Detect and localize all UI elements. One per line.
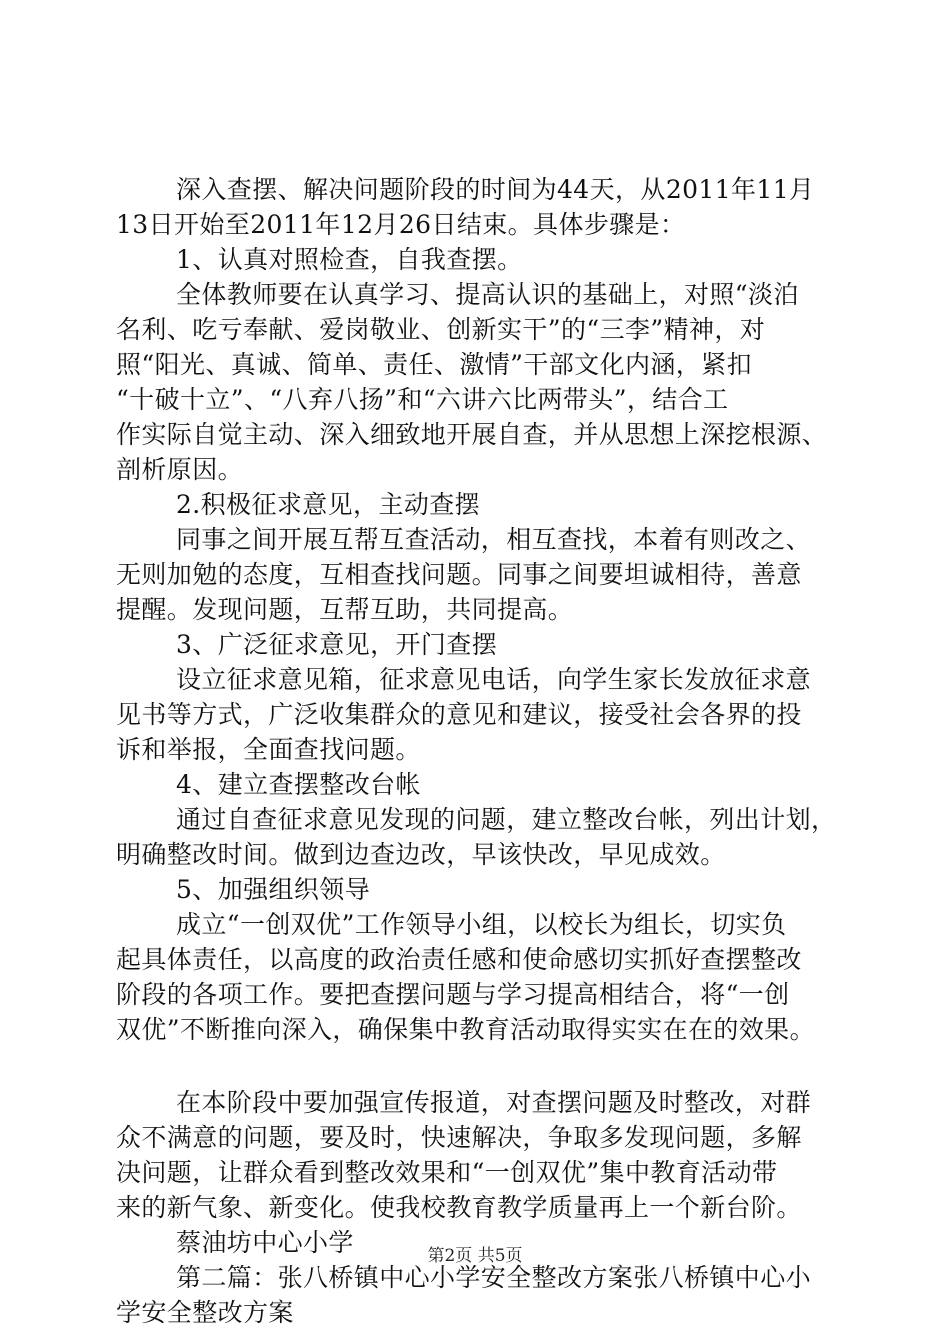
text-line: 2.积极征求意见，主动查摆	[176, 490, 481, 519]
text-line: 提醒。发现问题，互帮互助，共同提高。	[116, 595, 574, 624]
text-line: 阶段的各项工作。要把查摆问题与学习提高相结合，将“一创	[116, 980, 790, 1009]
text-line: 众不满意的问题，要及时，快速解决，争取多发现问题，多解	[116, 1123, 802, 1152]
text-line: 名利、吃亏奉献、爱岗敬业、创新实干”的“三李”精神，对	[116, 315, 766, 344]
text-line: 13日开始至2011年12月26日结束。具体步骤是：	[116, 210, 686, 239]
text-line: 照“阳光、真诚、简单、责任、激情”干部文化内涵，紧扣	[116, 350, 752, 379]
text-line: 全体教师要在认真学习、提高认识的基础上，对照“淡泊	[176, 280, 799, 309]
text-line: 诉和举报，全面查找问题。	[116, 735, 421, 764]
text-line: 成立“一创双优”工作领导小组，以校长为组长，切实负	[176, 910, 787, 939]
text-line: 作实际自觉主动、深入细致地开展自查，并从思想上深挖根源、	[116, 420, 828, 449]
text-line: 4、建立查摆整改台帐	[176, 770, 421, 799]
document-body	[116, 172, 836, 1330]
text-line: 第二篇：张八桥镇中心小学安全整改方案张八桥镇中心小	[176, 1263, 812, 1292]
paragraph-gap	[116, 1047, 836, 1085]
text-line: 决问题，让群众看到整改效果和“一创双优”集中教育活动带	[116, 1158, 778, 1187]
text-line: 剖析原因。	[116, 455, 244, 484]
text-line: 起具体责任，以高度的政治责任感和使命感切实抓好查摆整改	[116, 945, 802, 974]
text-line: 无则加勉的态度，互相查找问题。同事之间要坦诚相待，善意	[116, 560, 802, 589]
text-line: 双优”不断推向深入，确保集中教育活动取得实实在在的效果。	[116, 1015, 815, 1044]
text-line: “十破十立”、“八弃八扬”和“六讲六比两带头”，结合工	[116, 385, 729, 414]
text-line: 深入查摆、解决问题阶段的时间为44天，从2011年11月	[176, 175, 815, 204]
text-line: 通过自查征求意见发现的问题，建立整改台帐，列出计划，	[176, 805, 837, 834]
text-line: 1、认真对照检查，自我查摆。	[176, 245, 523, 274]
text-line: 3、广泛征求意见，开门查摆	[176, 630, 498, 659]
text-line: 设立征求意见箱，征求意见电话，向学生家长发放征求意	[176, 665, 812, 694]
text-line: 5、加强组织领导	[176, 875, 371, 904]
text-line: 来的新气象、新变化。使我校教育教学质量再上一个新台阶。	[116, 1193, 802, 1222]
text-line: 蔡油坊中心小学	[176, 1228, 354, 1257]
page-footer: 第2页 共5页	[427, 1246, 523, 1266]
text-line: 见书等方式，广泛收集群众的意见和建议，接受社会各界的投	[116, 700, 802, 729]
text-line: 学安全整改方案	[116, 1298, 294, 1327]
text-line: 明确整改时间。做到边查边改，早该快改，早见成效。	[116, 840, 726, 869]
text-line: 同事之间开展互帮互查活动，相互查找，本着有则改之、	[176, 525, 812, 554]
text-line: 在本阶段中要加强宣传报道，对查摆问题及时整改，对群	[176, 1088, 812, 1117]
